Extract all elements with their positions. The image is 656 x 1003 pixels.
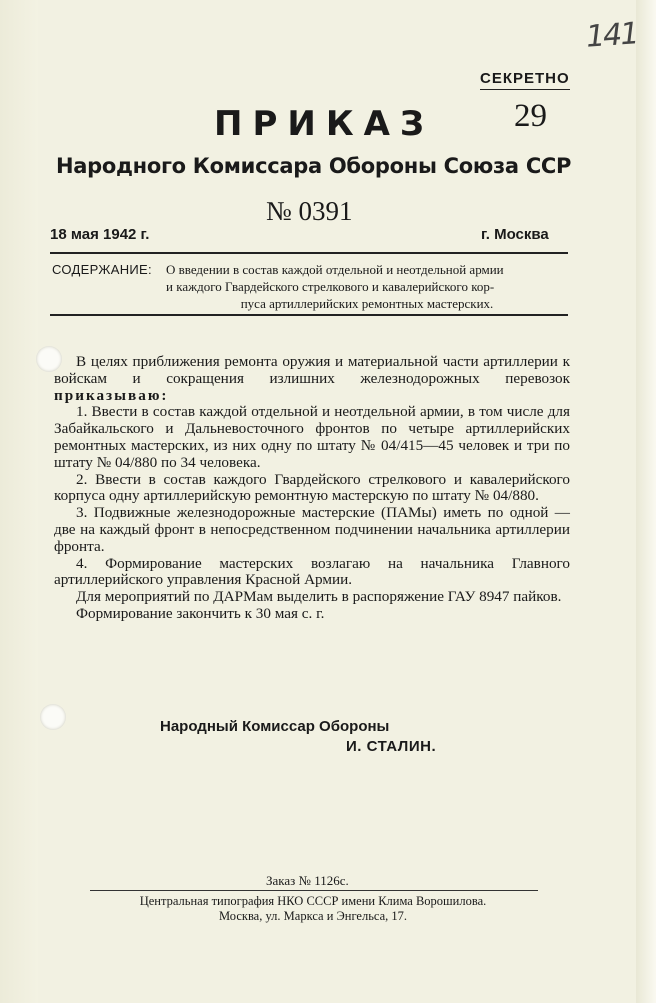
order-number: № 0391 — [266, 196, 353, 226]
body-paragraph: 4. Формирование мастерских возлагаю на начальника Главного артиллерийского управления Красной Армии. — [54, 554, 570, 589]
command-word: приказываю: — [54, 386, 169, 404]
printer-line: Москва, ул. Маркса и Энгельса, 17. — [218, 909, 408, 923]
content-line: О введении в состав каждой отдельной и неотдельной армии — [166, 262, 504, 277]
body-intro: В целях приближения ремонта оружия и материальной части артиллерии к войскам и сокращения излишних железнодорожных перевозок приказываю: — [54, 353, 570, 404]
body-paragraph: 1. Ввести в состав каждой отдельной и неотдельной армии, в том числе для Забайкальского и Дальневосточного фронтов по четыре артиллерийских ремонтных мастерских, из них одну по штату № 04/415—45 человек и три по штату № 04/880 по 34 человека. — [54, 403, 570, 471]
page-edge — [636, 0, 656, 1003]
divider-bottom — [50, 314, 568, 316]
footer-divider — [90, 890, 538, 891]
secrecy-number: 29 — [514, 98, 547, 134]
signature-name: И. СТАЛИН. — [346, 738, 437, 755]
order-date: 18 мая 1942 г. — [50, 226, 150, 243]
content-summary — [166, 261, 568, 312]
content-line: и каждого Гвардейского стрелкового и кавалерийского кор- — [166, 279, 495, 294]
divider-top — [50, 252, 568, 254]
document-title: ПРИКАЗ — [214, 104, 435, 144]
body-paragraph: 2. Ввести в состав каждого Гвардейского стрелкового и кавалерийского корпуса одну артиллерийскую ремонтную мастерскую по штату № 04/880. — [54, 470, 570, 505]
content-label: СОДЕРЖАНИЕ: — [52, 262, 152, 277]
body-paragraph: Для мероприятий по ДАРМам выделить в распоряжение ГАУ 8947 пайков. — [76, 588, 562, 606]
order-body — [54, 354, 570, 623]
printer-line: Центральная типография НКО СССР имени Клима Ворошилова. — [139, 894, 487, 908]
secrecy-label: СЕКРЕТНО — [480, 70, 570, 90]
body-paragraph: 3. Подвижные железнодорожные мастерские (ПАМы) иметь по одной — две на каждый фронт в непосредственном подчинении начальника артиллерии фронта. — [54, 504, 570, 555]
page-fold-shadow — [0, 0, 38, 1003]
signature-title: Народный Комиссар Обороны — [160, 718, 390, 735]
order-place: г. Москва — [481, 226, 549, 243]
print-order-number: Заказ № 1126с. — [266, 873, 349, 888]
printer-imprint — [90, 894, 536, 924]
archive-page-number: 141 — [584, 16, 639, 55]
document-subtitle: Народного Комиссара Обороны Союза ССР — [56, 154, 572, 178]
body-paragraph: Формирование закончить к 30 мая с. г. — [76, 604, 325, 622]
punch-hole-icon — [40, 704, 66, 730]
content-line: пуса артиллерийских ремонтных мастерских. — [240, 296, 494, 311]
